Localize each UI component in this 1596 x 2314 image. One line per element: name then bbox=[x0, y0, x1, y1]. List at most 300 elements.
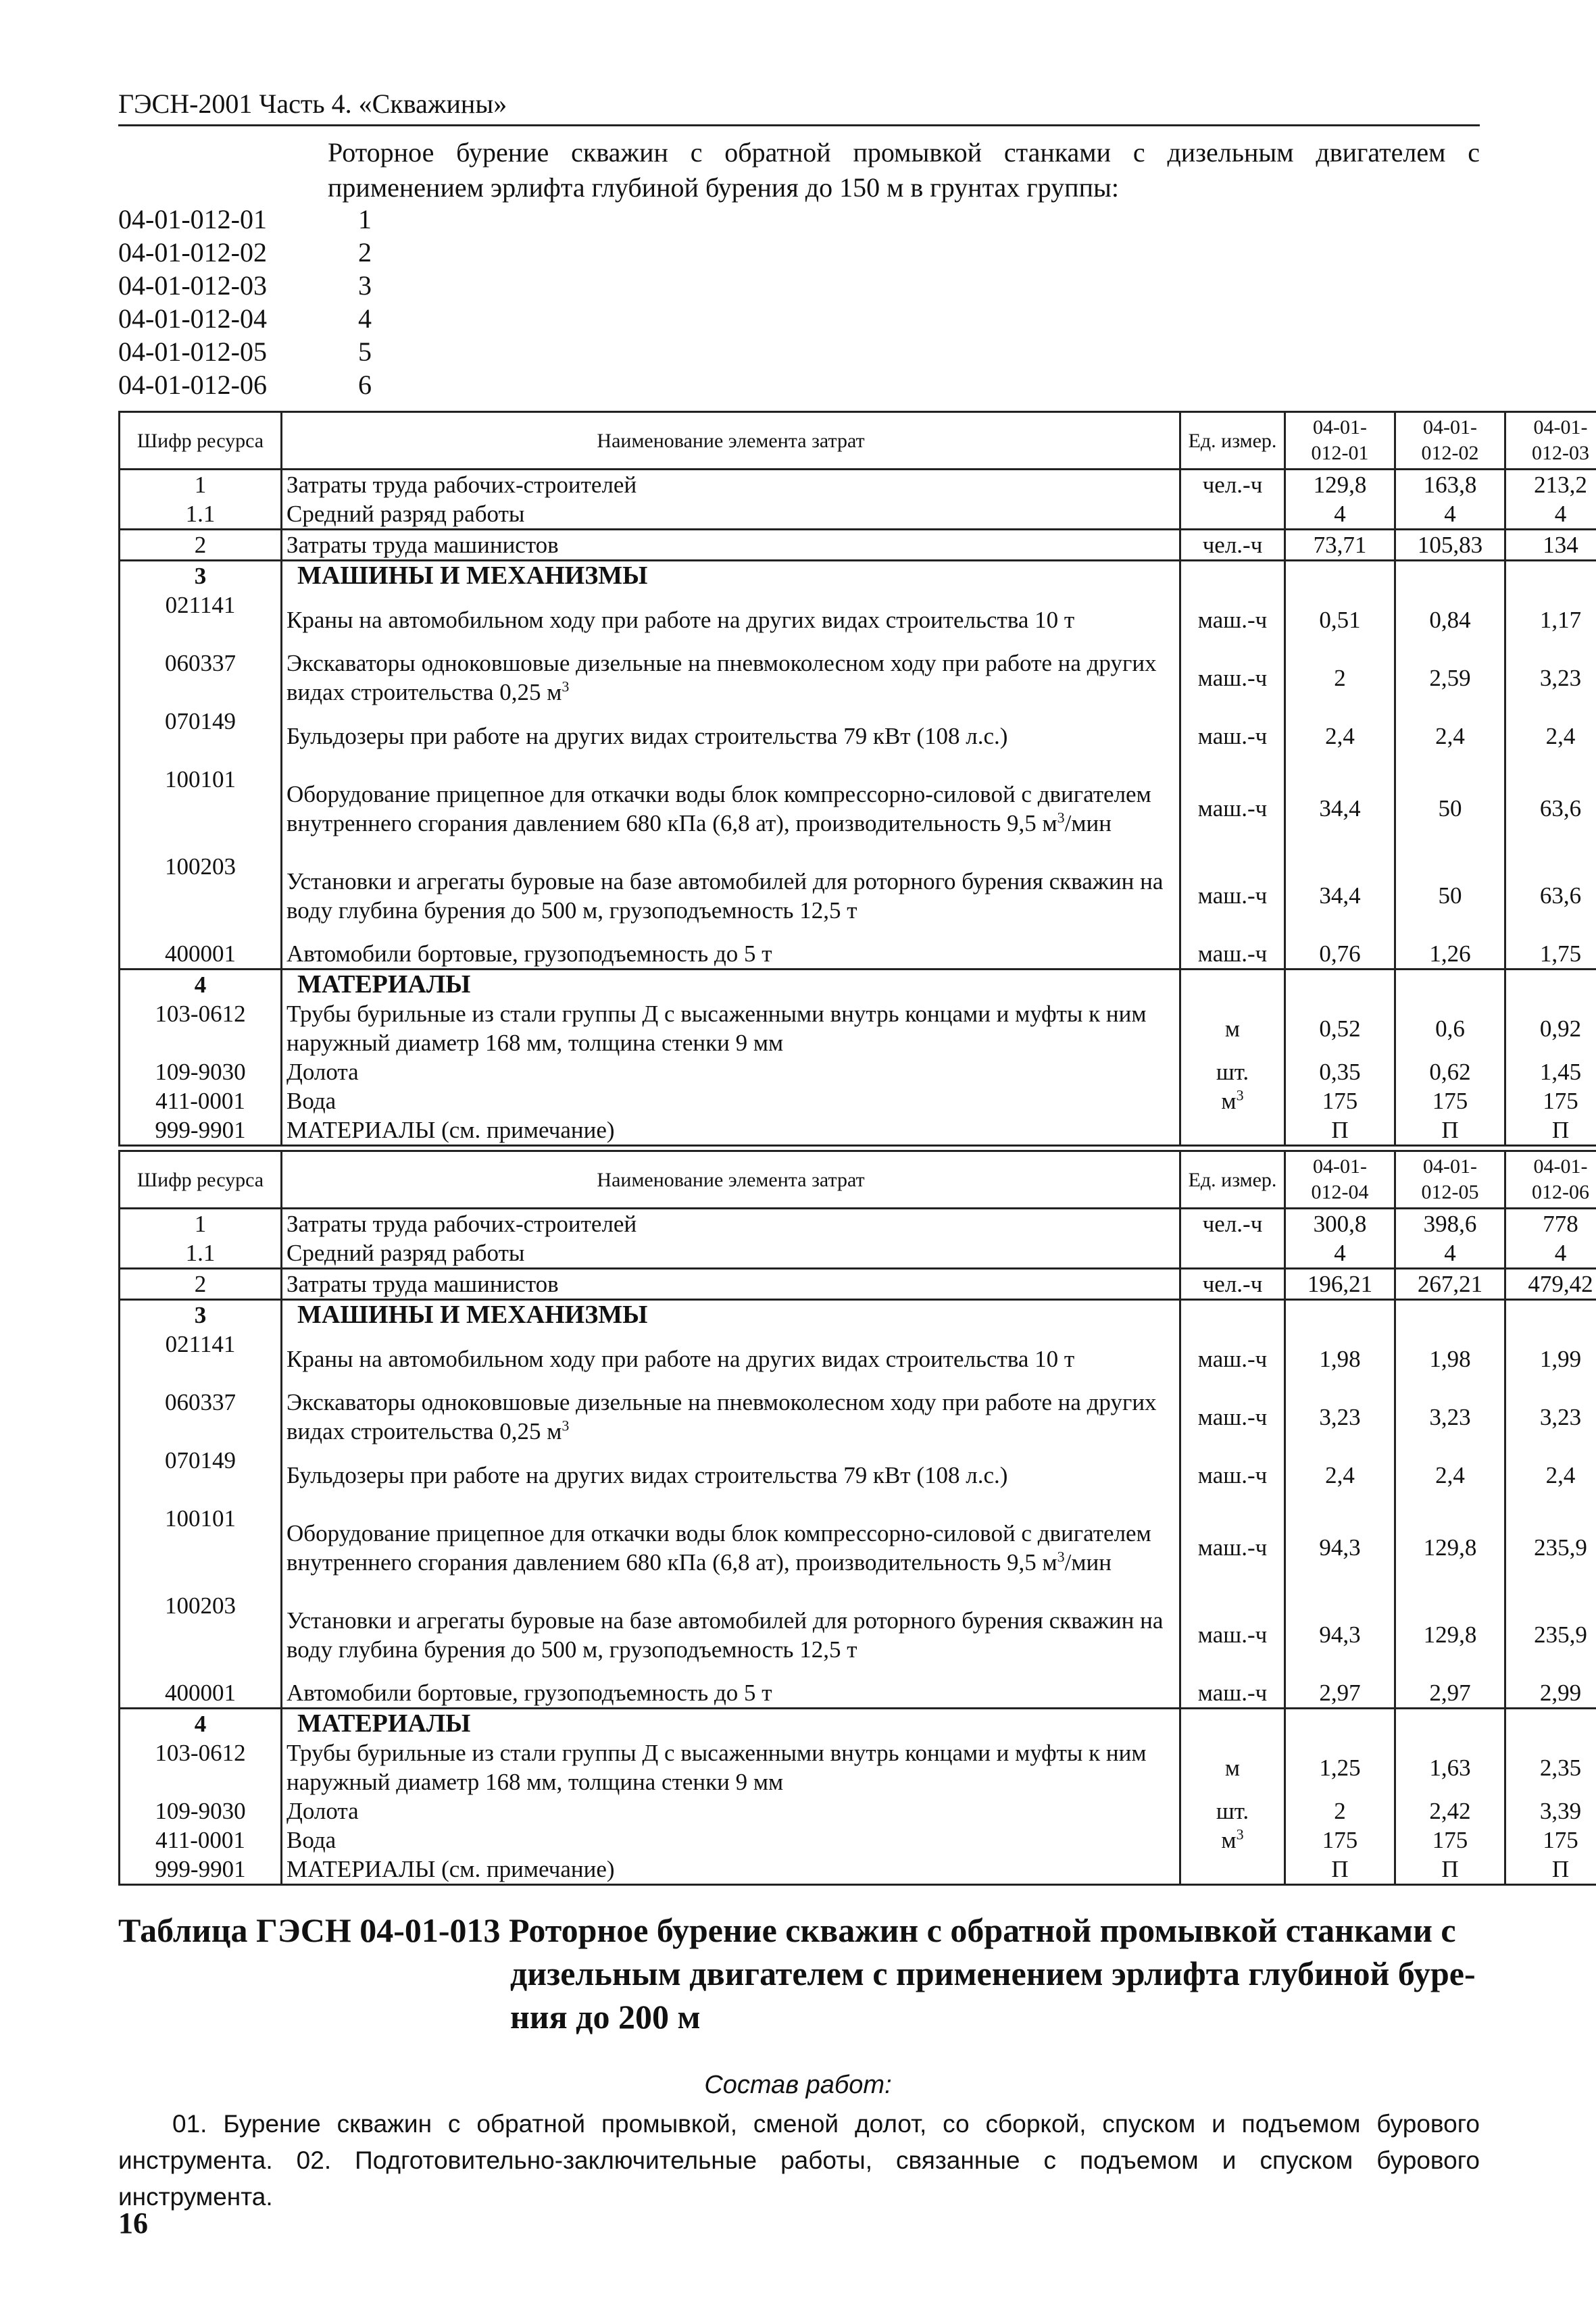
norm-code-row bbox=[118, 368, 372, 401]
table-row bbox=[120, 649, 1596, 707]
resource-name-text: Средний разряд работы bbox=[286, 501, 525, 527]
unit-text: чел.-ч bbox=[1202, 532, 1263, 558]
resource-name bbox=[282, 590, 1180, 649]
resource-name bbox=[282, 649, 1180, 707]
norm-value: 129,8 bbox=[1395, 1591, 1505, 1678]
superscript-3: 3 bbox=[1236, 1826, 1244, 1843]
col-header-name: Наименование элемента затрат bbox=[282, 1151, 1180, 1209]
unit-text: маш.-ч bbox=[1197, 722, 1268, 749]
norm-value: 235,9 bbox=[1505, 1591, 1596, 1678]
norm-value: 4 bbox=[1285, 1238, 1395, 1269]
resource-name-text: Экскаваторы одноковшовые дизельные на пневмоколесном ходу при работе на других видах строительства 0,25 м bbox=[286, 650, 1157, 705]
resource-name bbox=[282, 561, 1180, 591]
norm-code: 04-01-012-03 bbox=[118, 270, 267, 301]
resource-cipher: 103-0612 bbox=[120, 1738, 282, 1796]
resource-name-text: Затраты труда машинистов bbox=[286, 1271, 559, 1297]
resource-name-text: Оборудование прицепное для откачки воды блок компрессорно-силовой с двигателем внутреннего сгорания давлением 680 кПа (6,8 ат), производительность 9,5 м bbox=[286, 1519, 1151, 1576]
norm-value: 34,4 bbox=[1285, 852, 1395, 939]
work-composition-heading: Состав работ: bbox=[704, 2071, 892, 2099]
unit-text: чел.-ч bbox=[1202, 1271, 1263, 1297]
norm-value: 129,8 bbox=[1395, 1504, 1505, 1591]
resource-name-text: Трубы бурильные из стали группы Д с высаженными внутрь концами и муфты к ним наружный диаметр 168 мм, толщина стенки 9 мм bbox=[286, 1001, 1147, 1056]
norm-value: 175 bbox=[1505, 1826, 1596, 1855]
norm-code-part-2: 012-04 bbox=[1311, 1181, 1369, 1203]
unit-of-measure bbox=[1180, 1504, 1285, 1591]
norm-value: П bbox=[1285, 1115, 1395, 1146]
resource-name-text: МАТЕРИАЛЫ bbox=[297, 1709, 471, 1738]
resource-name bbox=[282, 499, 1180, 530]
unit-of-measure bbox=[1180, 1269, 1285, 1300]
resource-cipher: 100203 bbox=[120, 852, 282, 939]
norm-value: 213,2 bbox=[1505, 470, 1596, 500]
resource-cipher: 2 bbox=[120, 530, 282, 561]
norm-code-part-1: 04-01- bbox=[1533, 416, 1588, 438]
col-header-norm-code bbox=[1395, 1151, 1505, 1209]
table-row bbox=[120, 1504, 1596, 1591]
resource-cipher: 4 bbox=[120, 1709, 282, 1739]
norm-value: 1,98 bbox=[1395, 1330, 1505, 1388]
norm-value: 1,25 bbox=[1285, 1738, 1395, 1796]
resource-name-text: Краны на автомобильном ходу при работе на других видах строительства 10 т bbox=[286, 606, 1075, 633]
resource-cipher: 999-9901 bbox=[120, 1855, 282, 1885]
norm-code: 04-01-012-05 bbox=[118, 336, 267, 367]
table-row bbox=[120, 1796, 1596, 1826]
resource-name bbox=[282, 1446, 1180, 1504]
resource-cipher: 1 bbox=[120, 470, 282, 500]
resource-name-text: Вода bbox=[286, 1088, 336, 1114]
norm-value bbox=[1395, 1709, 1505, 1739]
norm-value: 3,39 bbox=[1505, 1796, 1596, 1826]
resource-name-text: Установки и агрегаты буровые на базе автомобилей для роторного бурения скважин на воду глубина бурения до 500 м, грузоподъемность 12,5 т bbox=[286, 867, 1164, 924]
resource-name bbox=[282, 999, 1180, 1057]
norm-value: 778 bbox=[1505, 1209, 1596, 1239]
resource-name bbox=[282, 852, 1180, 939]
table-title-line-1: Таблица ГЭСН 04-01-013 Роторное бурение скважин с обратной промывкой станками с bbox=[118, 1911, 1456, 1949]
norm-value: 2,4 bbox=[1505, 707, 1596, 765]
resource-name-text: Бульдозеры при работе на других видах строительства 79 кВт (108 л.с.) bbox=[286, 1461, 1008, 1488]
table-row bbox=[120, 499, 1596, 530]
norm-value: 398,6 bbox=[1395, 1209, 1505, 1239]
unit-of-measure bbox=[1180, 707, 1285, 765]
norm-value: 2,59 bbox=[1395, 649, 1505, 707]
norm-value: 129,8 bbox=[1285, 470, 1395, 500]
norm-value: 175 bbox=[1285, 1826, 1395, 1855]
resource-name-text: Бульдозеры при работе на других видах строительства 79 кВт (108 л.с.) bbox=[286, 722, 1008, 749]
col-header-norm-code bbox=[1505, 412, 1596, 470]
resource-name-text: Автомобили бортовые, грузоподъемность до 5 т bbox=[286, 1680, 772, 1706]
unit-of-measure bbox=[1180, 1709, 1285, 1739]
unit-of-measure bbox=[1180, 999, 1285, 1057]
norm-code: 04-01-012-02 bbox=[118, 237, 267, 268]
col-header-norm-code bbox=[1505, 1151, 1596, 1209]
unit-text: чел.-ч bbox=[1202, 1211, 1263, 1237]
norm-value: П bbox=[1505, 1855, 1596, 1885]
resource-name-text: Трубы бурильные из стали группы Д с высаженными внутрь концами и муфты к ним наружный диаметр 168 мм, толщина стенки 9 мм bbox=[286, 1740, 1147, 1795]
norm-value: 479,42 bbox=[1505, 1269, 1596, 1300]
soil-group: 1 bbox=[358, 204, 372, 234]
table-row bbox=[120, 1388, 1596, 1446]
resource-cipher: 109-9030 bbox=[120, 1796, 282, 1826]
resource-name bbox=[282, 1709, 1180, 1739]
col-header-norm-code bbox=[1285, 412, 1395, 470]
resource-cipher: 4 bbox=[120, 970, 282, 1000]
norm-value: 2,97 bbox=[1285, 1678, 1395, 1709]
norm-value: 0,92 bbox=[1505, 999, 1596, 1057]
unit-of-measure bbox=[1180, 939, 1285, 970]
table-row bbox=[120, 1086, 1596, 1115]
resource-name bbox=[282, 1330, 1180, 1388]
resource-name bbox=[282, 970, 1180, 1000]
table-row bbox=[120, 707, 1596, 765]
norm-value: 63,6 bbox=[1505, 852, 1596, 939]
unit-of-measure bbox=[1180, 970, 1285, 1000]
unit-text: маш.-ч bbox=[1197, 795, 1268, 822]
resource-name bbox=[282, 1115, 1180, 1146]
unit-of-measure bbox=[1180, 1855, 1285, 1885]
table-row bbox=[120, 1209, 1596, 1239]
header-rule bbox=[118, 124, 1480, 126]
norm-code-list bbox=[118, 203, 372, 401]
table-row bbox=[120, 561, 1596, 591]
norm-code-part-2: 012-02 bbox=[1421, 442, 1479, 464]
norm-value: 2 bbox=[1285, 1796, 1395, 1826]
norm-value: 2,4 bbox=[1395, 707, 1505, 765]
norm-value: П bbox=[1395, 1115, 1505, 1146]
resource-name bbox=[282, 1738, 1180, 1796]
norm-value: 0,76 bbox=[1285, 939, 1395, 970]
table-row bbox=[120, 530, 1596, 561]
table-title-line-2: дизельным двигателем с применением эрлифта глубиной буре- bbox=[510, 1955, 1476, 1992]
unit-text: маш.-ч bbox=[1197, 1621, 1268, 1648]
unit-of-measure bbox=[1180, 1678, 1285, 1709]
norm-code-part-2: 012-01 bbox=[1311, 442, 1369, 464]
norm-code-part-1: 04-01- bbox=[1423, 416, 1477, 438]
superscript-3: 3 bbox=[562, 1417, 570, 1434]
unit-text: м bbox=[1221, 1088, 1237, 1114]
norm-value: 267,21 bbox=[1395, 1269, 1505, 1300]
unit-text: маш.-ч bbox=[1197, 606, 1268, 633]
norm-code-part-2: 012-03 bbox=[1532, 442, 1589, 464]
resource-name bbox=[282, 470, 1180, 500]
resource-cipher: 411-0001 bbox=[120, 1086, 282, 1115]
page-number: 16 bbox=[118, 2207, 148, 2240]
superscript-3: 3 bbox=[1057, 1547, 1065, 1565]
norm-value: П bbox=[1285, 1855, 1395, 1885]
norm-value bbox=[1285, 561, 1395, 591]
table-row bbox=[120, 1826, 1596, 1855]
norm-value bbox=[1285, 1300, 1395, 1330]
norm-code-row bbox=[118, 269, 372, 302]
norm-value: 1,26 bbox=[1395, 939, 1505, 970]
table-row bbox=[120, 765, 1596, 852]
resource-name bbox=[282, 530, 1180, 561]
norm-value: 3,23 bbox=[1285, 1388, 1395, 1446]
norm-value bbox=[1505, 1709, 1596, 1739]
table-row bbox=[120, 1238, 1596, 1269]
superscript-3: 3 bbox=[562, 678, 570, 695]
resource-name bbox=[282, 939, 1180, 970]
table-row bbox=[120, 1115, 1596, 1146]
norm-value bbox=[1285, 970, 1395, 1000]
unit-text: чел.-ч bbox=[1202, 472, 1263, 498]
resource-name-text: Краны на автомобильном ходу при работе на других видах строительства 10 т bbox=[286, 1345, 1075, 1372]
resource-cipher: 103-0612 bbox=[120, 999, 282, 1057]
resource-cipher: 400001 bbox=[120, 939, 282, 970]
norm-value: 4 bbox=[1395, 499, 1505, 530]
resource-cipher: 411-0001 bbox=[120, 1826, 282, 1855]
norm-value: 2,4 bbox=[1505, 1446, 1596, 1504]
norm-code: 04-01-012-01 bbox=[118, 204, 267, 234]
norm-value bbox=[1505, 561, 1596, 591]
norm-value: 94,3 bbox=[1285, 1591, 1395, 1678]
norm-value bbox=[1395, 1300, 1505, 1330]
resource-name-text: Затраты труда машинистов bbox=[286, 532, 559, 558]
norm-value: 4 bbox=[1395, 1238, 1505, 1269]
soil-group: 5 bbox=[358, 336, 372, 367]
resource-name-text: Автомобили бортовые, грузоподъемность до 5 т bbox=[286, 940, 772, 967]
unit-of-measure bbox=[1180, 1086, 1285, 1115]
norm-value: 0,51 bbox=[1285, 590, 1395, 649]
resource-cipher: 1 bbox=[120, 1209, 282, 1239]
resource-name-text: Вода bbox=[286, 1827, 336, 1853]
norm-value: 0,62 bbox=[1395, 1057, 1505, 1086]
unit-text: маш.-ч bbox=[1197, 1345, 1268, 1372]
resource-name bbox=[282, 1826, 1180, 1855]
norm-value: 3,23 bbox=[1505, 649, 1596, 707]
norm-value: 175 bbox=[1395, 1086, 1505, 1115]
resource-cipher: 070149 bbox=[120, 1446, 282, 1504]
unit-of-measure bbox=[1180, 1826, 1285, 1855]
unit-text: маш.-ч bbox=[1197, 1461, 1268, 1488]
table-row bbox=[120, 1855, 1596, 1885]
unit-text: шт. bbox=[1216, 1059, 1249, 1085]
norm-value: 94,3 bbox=[1285, 1504, 1395, 1591]
norm-value: 0,35 bbox=[1285, 1057, 1395, 1086]
resource-cipher: 100101 bbox=[120, 765, 282, 852]
resource-cipher: 070149 bbox=[120, 707, 282, 765]
norm-value: 235,9 bbox=[1505, 1504, 1596, 1591]
table-row bbox=[120, 1678, 1596, 1709]
resource-name bbox=[282, 1388, 1180, 1446]
resource-cipher: 021141 bbox=[120, 590, 282, 649]
norm-value: 3,23 bbox=[1505, 1388, 1596, 1446]
unit-text: маш.-ч bbox=[1197, 1680, 1268, 1706]
unit-of-measure bbox=[1180, 1300, 1285, 1330]
resource-cipher: 400001 bbox=[120, 1678, 282, 1709]
resource-name bbox=[282, 1678, 1180, 1709]
soil-group: 2 bbox=[358, 237, 372, 268]
norm-value: 2,42 bbox=[1395, 1796, 1505, 1826]
resource-name bbox=[282, 1238, 1180, 1269]
col-header-unit: Ед. измер. bbox=[1180, 412, 1285, 470]
norm-value: 2,97 bbox=[1395, 1678, 1505, 1709]
resource-name bbox=[282, 1591, 1180, 1678]
resource-name-text: Средний разряд работы bbox=[286, 1240, 525, 1266]
norm-code-part-1: 04-01- bbox=[1313, 1155, 1367, 1178]
unit-text: маш.-ч bbox=[1197, 1403, 1268, 1430]
resource-name-text: МАТЕРИАЛЫ bbox=[297, 970, 471, 999]
unit-of-measure bbox=[1180, 1446, 1285, 1504]
unit-of-measure bbox=[1180, 1591, 1285, 1678]
resource-cipher: 999-9901 bbox=[120, 1115, 282, 1146]
resource-cipher: 100203 bbox=[120, 1591, 282, 1678]
norm-code-row bbox=[118, 236, 372, 269]
norm-value bbox=[1505, 1300, 1596, 1330]
norm-value: 163,8 bbox=[1395, 470, 1505, 500]
resource-name-text: Экскаваторы одноковшовые дизельные на пневмоколесном ходу при работе на других видах строительства 0,25 м bbox=[286, 1389, 1157, 1444]
resource-cipher: 3 bbox=[120, 1300, 282, 1330]
resource-cipher: 109-9030 bbox=[120, 1057, 282, 1086]
table-row bbox=[120, 852, 1596, 939]
norm-value: П bbox=[1395, 1855, 1505, 1885]
norm-value: 105,83 bbox=[1395, 530, 1505, 561]
norm-value: 63,6 bbox=[1505, 765, 1596, 852]
unit-of-measure bbox=[1180, 1330, 1285, 1388]
table-row bbox=[120, 470, 1596, 500]
resource-name-text: Затраты труда рабочих-строителей bbox=[286, 472, 637, 498]
resource-cipher: 060337 bbox=[120, 649, 282, 707]
norm-value: 1,75 bbox=[1505, 939, 1596, 970]
section-intro: Роторное бурение скважин с обратной промывкой станками с дизельным двигателем с применением эрлифта глубиной бурения до 150 м в грунтах группы: bbox=[328, 137, 1480, 203]
work-composition-text: 01. Бурение скважин с обратной промывкой, сменой долот, со сборкой, спуском и подъемом бурового инструмента. 02. Подготовительно-заключительные работы, связанные с подъемом и спуском бурового инструмента. bbox=[118, 2110, 1480, 2211]
resource-name bbox=[282, 1057, 1180, 1086]
unit-of-measure bbox=[1180, 649, 1285, 707]
resource-cipher: 060337 bbox=[120, 1388, 282, 1446]
norm-value: 196,21 bbox=[1285, 1269, 1395, 1300]
unit-of-measure bbox=[1180, 1209, 1285, 1239]
unit-of-measure bbox=[1180, 499, 1285, 530]
table-row bbox=[120, 1300, 1596, 1330]
table-title-line-3: ния до 200 м bbox=[510, 1998, 701, 2036]
unit-of-measure bbox=[1180, 1057, 1285, 1086]
unit-of-measure bbox=[1180, 590, 1285, 649]
resource-name bbox=[282, 1855, 1180, 1885]
unit-text: шт. bbox=[1216, 1798, 1249, 1824]
resource-name-text: МАТЕРИАЛЫ (см. примечание) bbox=[286, 1117, 615, 1143]
unit-of-measure bbox=[1180, 1115, 1285, 1146]
norm-code-row bbox=[118, 203, 372, 236]
resource-name bbox=[282, 1209, 1180, 1239]
norm-value: 4 bbox=[1505, 1238, 1596, 1269]
resource-name bbox=[282, 1086, 1180, 1115]
resource-name bbox=[282, 1504, 1180, 1591]
resource-name-text: МАШИНЫ И МЕХАНИЗМЫ bbox=[297, 561, 648, 590]
norm-value bbox=[1505, 970, 1596, 1000]
norm-value: 0,52 bbox=[1285, 999, 1395, 1057]
norm-value: 134 bbox=[1505, 530, 1596, 561]
resource-cipher: 021141 bbox=[120, 1330, 282, 1388]
norm-value: 50 bbox=[1395, 852, 1505, 939]
table-row bbox=[120, 1738, 1596, 1796]
norm-value: 0,6 bbox=[1395, 999, 1505, 1057]
resource-name bbox=[282, 1300, 1180, 1330]
resource-name bbox=[282, 707, 1180, 765]
resource-name-text: Долота bbox=[286, 1059, 359, 1085]
norm-code-part-1: 04-01- bbox=[1423, 1155, 1477, 1178]
norm-value: 2,35 bbox=[1505, 1738, 1596, 1796]
resource-name bbox=[282, 765, 1180, 852]
unit-text: маш.-ч bbox=[1197, 664, 1268, 691]
norm-code-part-1: 04-01- bbox=[1313, 416, 1367, 438]
norm-code: 04-01-012-06 bbox=[118, 370, 267, 400]
resource-name-text: Оборудование прицепное для откачки воды блок компрессорно-силовой с двигателем внутреннего сгорания давлением 680 кПа (6,8 ат), производительность 9,5 м bbox=[286, 780, 1151, 836]
col-header-name: Наименование элемента затрат bbox=[282, 412, 1180, 470]
unit-of-measure bbox=[1180, 1388, 1285, 1446]
resource-table-1 bbox=[118, 411, 1596, 1147]
unit-text: маш.-ч bbox=[1197, 882, 1268, 909]
soil-group: 6 bbox=[358, 370, 372, 400]
superscript-3: 3 bbox=[1057, 808, 1065, 826]
norm-code-row bbox=[118, 335, 372, 368]
norm-code-part-2: 012-06 bbox=[1532, 1181, 1589, 1203]
norm-value: 4 bbox=[1505, 499, 1596, 530]
col-header-unit: Ед. измер. bbox=[1180, 1151, 1285, 1209]
table-row bbox=[120, 1057, 1596, 1086]
table-row bbox=[120, 1709, 1596, 1739]
col-header-cipher: Шифр ресурса bbox=[120, 412, 282, 470]
norm-value: 2,99 bbox=[1505, 1678, 1596, 1709]
norm-value: 4 bbox=[1285, 499, 1395, 530]
col-header-norm-code bbox=[1285, 1151, 1395, 1209]
resource-cipher: 2 bbox=[120, 1269, 282, 1300]
norm-code-part-2: 012-05 bbox=[1421, 1181, 1479, 1203]
unit-of-measure bbox=[1180, 765, 1285, 852]
norm-value: 2,4 bbox=[1285, 1446, 1395, 1504]
unit-text: маш.-ч bbox=[1197, 940, 1268, 967]
resource-table-2 bbox=[118, 1150, 1596, 1886]
unit-of-measure bbox=[1180, 1238, 1285, 1269]
unit-of-measure bbox=[1180, 1796, 1285, 1826]
resource-name-text: МАТЕРИАЛЫ (см. примечание) bbox=[286, 1856, 615, 1882]
unit-of-measure bbox=[1180, 852, 1285, 939]
norm-value: 175 bbox=[1505, 1086, 1596, 1115]
norm-value: 1,99 bbox=[1505, 1330, 1596, 1388]
norm-value: 1,45 bbox=[1505, 1057, 1596, 1086]
norm-value bbox=[1395, 561, 1505, 591]
norm-value: 3,23 bbox=[1395, 1388, 1505, 1446]
resource-name bbox=[282, 1796, 1180, 1826]
table-row bbox=[120, 1446, 1596, 1504]
norm-value: 1,98 bbox=[1285, 1330, 1395, 1388]
norm-code-part-1: 04-01- bbox=[1533, 1155, 1588, 1178]
table-row bbox=[120, 1330, 1596, 1388]
resource-cipher: 1.1 bbox=[120, 499, 282, 530]
resource-name-text: Затраты труда рабочих-строителей bbox=[286, 1211, 637, 1237]
unit-of-measure bbox=[1180, 470, 1285, 500]
norm-value: 0,84 bbox=[1395, 590, 1505, 649]
unit-of-measure bbox=[1180, 561, 1285, 591]
table-row bbox=[120, 1269, 1596, 1300]
table-row bbox=[120, 939, 1596, 970]
unit-of-measure bbox=[1180, 1738, 1285, 1796]
table-row bbox=[120, 1591, 1596, 1678]
resource-cipher: 1.1 bbox=[120, 1238, 282, 1269]
superscript-3: 3 bbox=[1236, 1086, 1244, 1104]
norm-value: 2,4 bbox=[1285, 707, 1395, 765]
norm-value bbox=[1395, 970, 1505, 1000]
col-header-cipher: Шифр ресурса bbox=[120, 1151, 282, 1209]
resource-cipher: 100101 bbox=[120, 1504, 282, 1591]
col-header-norm-code bbox=[1395, 412, 1505, 470]
norm-value bbox=[1285, 1709, 1395, 1739]
resource-name-end: /мин bbox=[1064, 1549, 1112, 1576]
norm-value: 300,8 bbox=[1285, 1209, 1395, 1239]
norm-value: 1,17 bbox=[1505, 590, 1596, 649]
norm-code: 04-01-012-04 bbox=[118, 303, 267, 334]
resource-name bbox=[282, 1269, 1180, 1300]
norm-value: П bbox=[1505, 1115, 1596, 1146]
running-header: ГЭСН-2001 Часть 4. «Скважины» bbox=[118, 89, 507, 119]
